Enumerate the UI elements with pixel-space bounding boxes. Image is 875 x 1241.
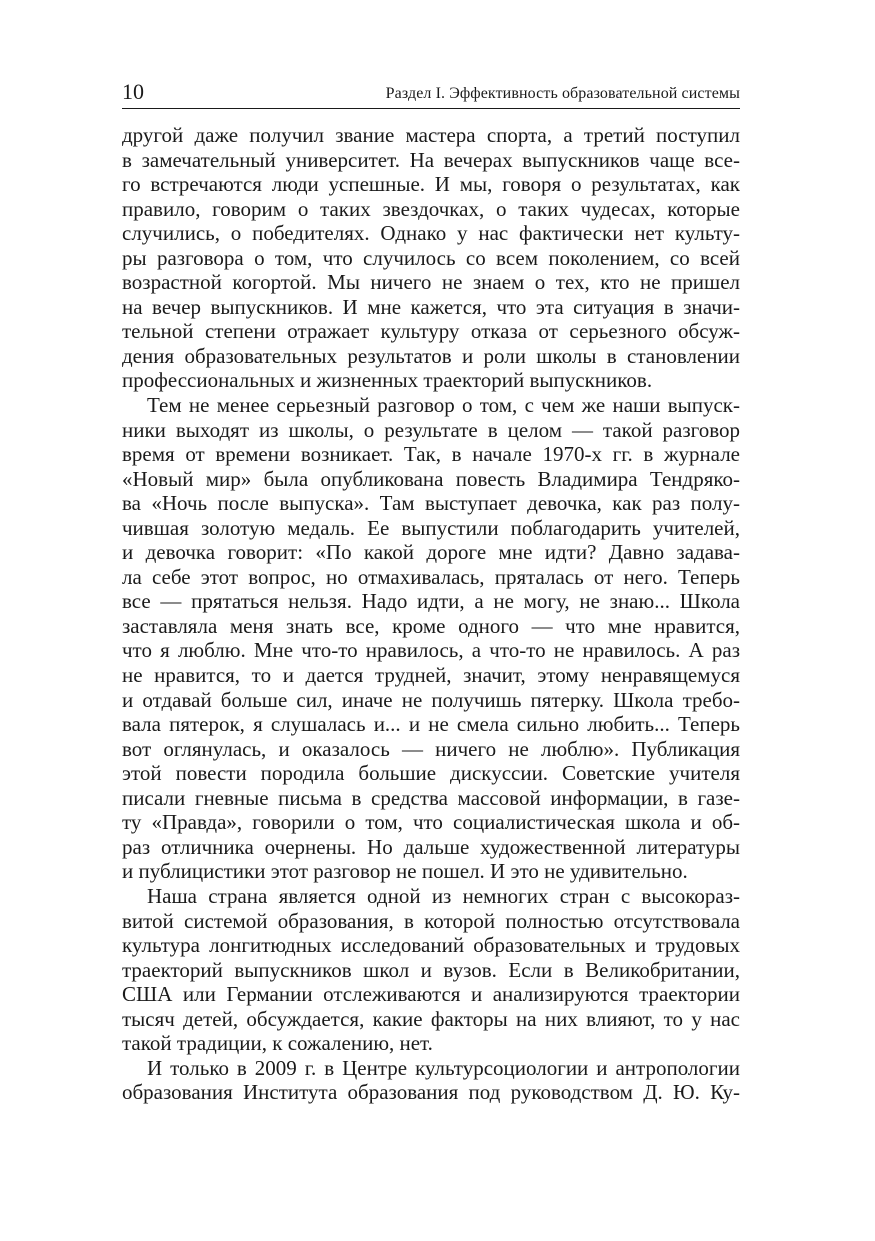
text-line: «Новый мир» была опубликована повесть Владимира Тендряко-: [122, 466, 740, 491]
text-line: тельной степени отражает культуру отказа от серьезного обсуж-: [122, 319, 740, 344]
text-line: ва «Ночь после выпуска». Там выступает девочка, как раз полу-: [122, 491, 740, 516]
text-line: и девочка говорит: «По какой дороге мне идти? Давно задава-: [122, 540, 740, 565]
text-line: дения образовательных результатов и роли школы в становлении: [122, 343, 740, 368]
text-line: этой повести породила большие дискуссии. Советские учителя: [122, 761, 740, 786]
text-line: и отдавай больше сил, иначе не получишь пятерку. Школа требо-: [122, 687, 740, 712]
text-line: ту «Правда», говорили о том, что социалистическая школа и об-: [122, 810, 740, 835]
text-line: все — прятаться нельзя. Надо идти, а не могу, не знаю... Школа: [122, 589, 740, 614]
text-line: культура лонгитюдных исследований образовательных и трудовых: [122, 933, 740, 958]
text-line: И только в 2009 г. в Центре культурсоциологии и антропологии: [147, 1055, 740, 1080]
body-text: [122, 123, 740, 1105]
text-line: случились, о победителях. Однако у нас фактически нет культу-: [122, 221, 740, 246]
page-number: 10: [122, 79, 144, 104]
text-line: ры разговора о том, что случилось со всем поколением, со всей: [122, 245, 740, 270]
text-line: раз отличника очернены. Но дальше художественной литературы: [122, 834, 740, 859]
text-line: вот оглянулась, и оказалось — ничего не люблю». Публикация: [122, 736, 740, 761]
text-line: время от времени возникает. Так, в начале 1970-х гг. в журнале: [122, 442, 740, 467]
text-line: Тем не менее серьезный разговор о том, с чем же наши выпуск-: [147, 393, 740, 418]
running-header: [122, 78, 740, 109]
text-line: образования Института образования под руководством Д. Ю. Ку-: [122, 1080, 740, 1105]
text-line: ники выходят из школы, о результате в целом — такой разговор: [122, 417, 740, 442]
text-line: писали гневные письма в средства массовой информации, в газе-: [122, 785, 740, 810]
text-line: в замечательный университет. На вечерах выпускников чаще все-: [122, 147, 740, 172]
text-line: го встречаются люди успешные. И мы, говоря о результатах, как: [122, 172, 740, 197]
text-line: возрастной когортой. Мы ничего не знаем о тех, кто не пришел: [122, 270, 740, 295]
text-line: витой системой образования, в которой полностью отсутствовала: [122, 908, 740, 933]
text-line: правило, говорим о таких звездочках, о таких чудесах, которые: [122, 196, 740, 221]
text-line: такой традиции, к сожалению, нет.: [122, 1031, 433, 1056]
text-line: не нравится, то и дается трудней, значит, этому ненравящемуся: [122, 663, 740, 688]
text-line: чившая золотую медаль. Ее выпустили поблагодарить учителей,: [122, 515, 740, 540]
text-line: Наша страна является одной из немногих стран с высокораз-: [147, 883, 740, 908]
text-line: на вечер выпускников. И мне кажется, что эта ситуация в значи-: [122, 294, 740, 319]
text-line: профессиональных и жизненных траекторий выпускников.: [122, 368, 653, 393]
text-line: ла себе этот вопрос, но отмахивалась, пряталась от него. Теперь: [122, 564, 740, 589]
text-line: тысяч детей, обсуждается, какие факторы на них влияют, то у нас: [122, 1006, 740, 1031]
text-line: США или Германии отслеживаются и анализируются траектории: [122, 982, 740, 1007]
text-line: траекторий выпускников школ и вузов. Если в Великобритании,: [122, 957, 740, 982]
text-line: и публицистики этот разговор не пошел. И это не удивительно.: [122, 859, 688, 884]
text-line: другой даже получил звание мастера спорта, а третий поступил: [122, 123, 740, 147]
section-title: Раздел I. Эффективность образовательной системы: [385, 85, 740, 102]
text-line: вала пятерок, я слушалась и... и не смела сильно любить... Теперь: [122, 712, 740, 737]
text-line: что я люблю. Мне что-то нравилось, а что-то не нравилось. А раз: [122, 638, 740, 663]
text-line: заставляла меня знать все, кроме одного — что мне нравится,: [122, 613, 740, 638]
